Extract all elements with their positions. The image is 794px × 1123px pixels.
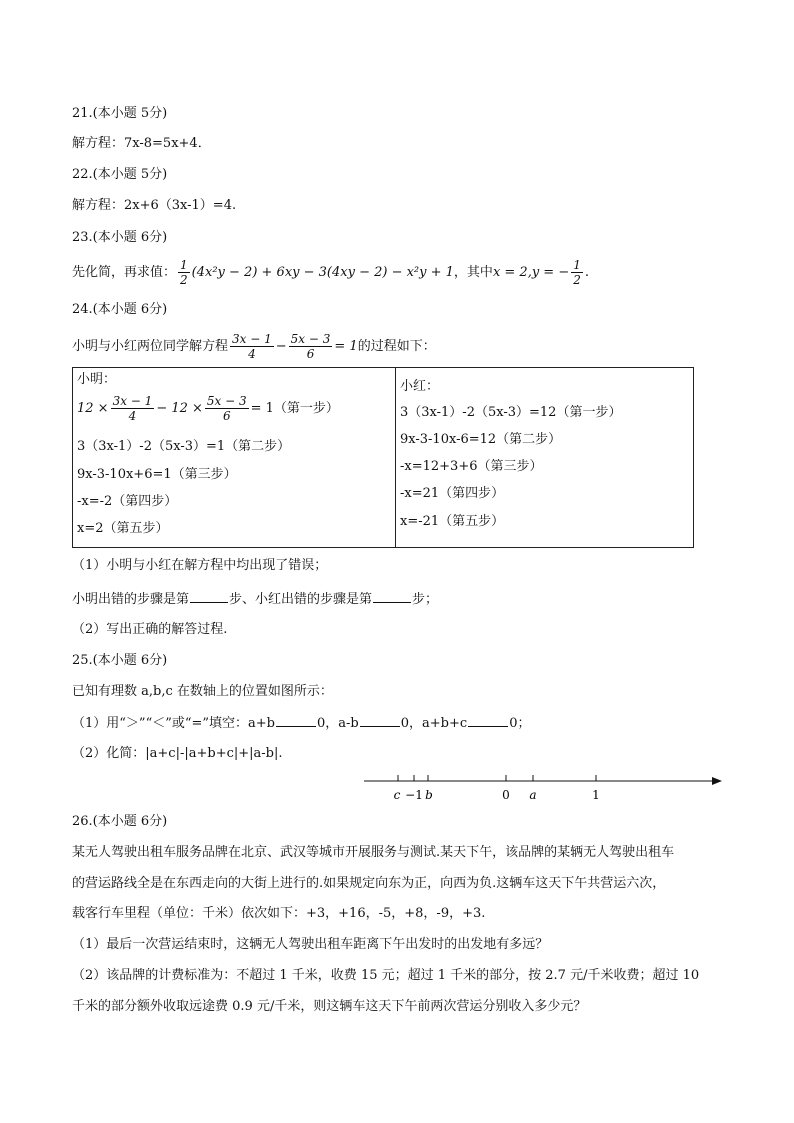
q24-header: 24.(本小题 6分) [72, 302, 168, 317]
q23-half-fraction: $\frac{1}{2}$ [180, 258, 188, 287]
xiaoming-step5: x=2（第五步） [77, 521, 169, 536]
q24-intro-prefix: 小明与小红两位同学解方程 [72, 339, 229, 354]
q26-header: 26.(本小题 6分) [72, 814, 168, 829]
q25-part1: （1）用“＞”“＜”或“=”填空：a+b 0，a-b 0，a+b+c 0； [72, 716, 531, 731]
q26-line3: 载客行车里程（单位：千米）依次如下：+3，+16，-5，+8，-9，+3. [72, 906, 486, 921]
xiaohong-step2: 9x-3-10x-6=12（第二步） [400, 432, 562, 447]
q23-condition: x = 2,y = − [492, 265, 570, 280]
q23-header: 23.(本小题 6分) [72, 230, 168, 245]
xiaohong-cell [396, 368, 694, 548]
label-c: c [393, 788, 401, 802]
xiaoming-cell [73, 368, 396, 548]
q26-line2: 的营运路线全是在东西走向的大街上进行的.如果规定向东为正，向西为负.这辆车这天下午共营运六次， [72, 876, 666, 891]
q21-text: 解方程：7x-8=5x+4． [72, 136, 211, 151]
q24-eq-fraction-1: $\frac{3x - 1}{4}$ [232, 332, 272, 361]
xiaohong-step1: 3（3x-1）-2（5x-3）=12（第一步） [400, 405, 622, 420]
q24-eq-fraction-2: $\frac{5x - 3}{6}$ [290, 332, 331, 361]
q25-part2: （2）化简：|a+c|-|a+b+c|+|a-b|. [72, 746, 283, 761]
xiaoming-step1: 12 × $\frac{3x - 1}{4}$ − 12 × $\frac{5x - 3}{6}$ = 1（第一步） [77, 394, 339, 423]
xiaoming-step4: -x=-2（第四步） [77, 494, 178, 509]
q26-line1: 某无人驾驶出租车服务品牌在北京、武汉等城市开展服务与测试.某天下午，该品牌的某辆无人驾驶出租车 [72, 845, 675, 860]
q22-text: 解方程：2x+6（3x-1）=4. [72, 198, 237, 213]
q26-part2-line1: （2）该品牌的计费标准为：不超过 1 千米，收费 15 元；超过 1 千米的部分，按 2.7 元/千米收费；超过 10 [72, 968, 700, 983]
label-zero: 0 [502, 788, 510, 802]
q23-mid: ，其中 [453, 265, 493, 280]
hong-error-blank [373, 590, 411, 603]
label-b: b [425, 788, 433, 802]
q24-part1: （1）小明与小红在解方程中均出现了错误； [72, 558, 328, 573]
q23-text [72, 258, 589, 288]
q21-header: 21.(本小题 5分) [72, 106, 168, 121]
label-one: 1 [592, 788, 600, 802]
xiaohong-step5: x=-21（第五步） [400, 514, 505, 529]
xiaohong-step4: -x=21（第四步） [400, 486, 505, 501]
q23-condition-fraction: $\frac{1}{2}$ [573, 258, 581, 287]
xiaohong-step3: -x=12+3+6（第三步） [400, 459, 543, 474]
q25-intro: 已知有理数 a,b,c 在数轴上的位置如图所示： [72, 684, 333, 699]
ming-error-blank [190, 590, 228, 603]
q25-header: 25.(本小题 6分) [72, 653, 168, 668]
number-line [360, 770, 730, 804]
blank-a-plus-b-plus-c [468, 714, 508, 727]
label-a: a [529, 788, 537, 802]
q24-eq-rhs: = 1 [334, 339, 358, 354]
q24-solution-table [72, 367, 694, 548]
q24-intro [72, 332, 436, 362]
label-minus-one: −1 [405, 788, 423, 802]
xiaoming-title: 小明： [77, 372, 117, 387]
q24-part1-blanks: 小明出错的步骤是第 步、小红出错的步骤是第 步； [72, 592, 439, 607]
q26-part2-line2: 千米的部分额外收取远途费 0.9 元/千米，则这辆车这天下午前两次营运分别收入多少元？ [72, 999, 587, 1014]
xiaohong-title: 小红： [400, 379, 440, 394]
xiaoming-step3: 9x-3-10x+6=1（第三步） [77, 467, 237, 482]
xiaoming-step2: 3（3x-1）-2（5x-3）=1（第二步） [77, 439, 291, 454]
number-line-arrow-icon [712, 777, 722, 785]
q24-eq-minus: − [275, 339, 287, 354]
q24-part2: （2）写出正确的解答过程. [72, 622, 228, 637]
blank-a-plus-b [276, 714, 316, 727]
blank-a-minus-b [360, 714, 400, 727]
q24-intro-suffix: 的过程如下： [357, 339, 436, 354]
q23-end: . [584, 265, 590, 280]
q23-prefix: 先化简，再求值： [72, 265, 177, 280]
q26-part1: （1）最后一次营运结束时，这辆无人驾驶出租车距离下午出发时的出发地有多远？ [72, 937, 549, 952]
q22-header: 22.(本小题 5分) [72, 167, 168, 182]
q23-expression: (4x²y − 2) + 6xy − 3(4xy − 2) − x²y + 1 [191, 265, 454, 280]
